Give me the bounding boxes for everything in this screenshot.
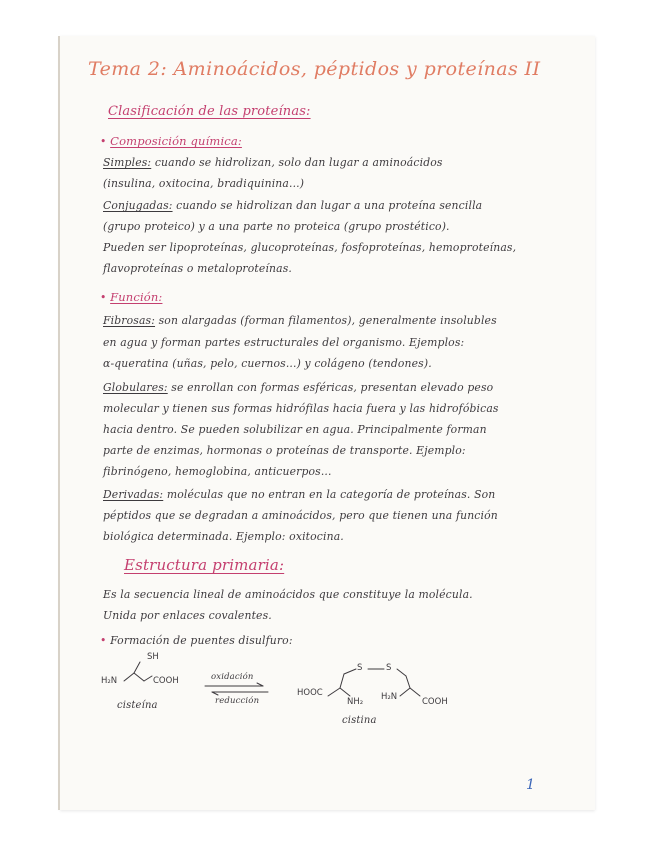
conjugadas-term: Conjugadas: (103, 199, 173, 212)
derivadas-line-3: biológica determinada. Ejemplo: oxitocina. (103, 530, 344, 543)
h2n-label: H₂N (381, 692, 398, 702)
cystine-bond (340, 688, 350, 696)
cystine-bond (410, 688, 420, 696)
funcion-label: Función: (110, 290, 163, 304)
classification-heading: Clasificación de las proteínas: (108, 104, 311, 119)
fibrosas-term: Fibrosas: (103, 314, 156, 327)
derivadas-line-1: Derivadas: moléculas que no entran en la categoría de proteínas. Son (103, 488, 496, 501)
cystine-bond (400, 688, 410, 696)
bullet: • (100, 135, 107, 148)
simples-line-2: (insulina, oxitocina, bradiquinina...) (103, 177, 305, 190)
cystine-bond (340, 674, 344, 688)
estructura-line-2: Unida por enlaces covalentes. (103, 609, 272, 622)
sh-label: SH (147, 652, 159, 662)
conjugadas-line-2: (grupo proteico) y a una parte no proteica (grupo prostético). (103, 220, 450, 233)
cistina-label: cistina (342, 715, 377, 726)
cisteina-label: cisteína (117, 700, 158, 711)
conjugadas-line-4: flavoproteínas o metaloproteínas. (103, 262, 292, 275)
cooh-label: COOH (422, 697, 448, 707)
derivadas-term: Derivadas: (103, 488, 164, 501)
cystine-bond (344, 669, 356, 674)
globulares-line-2: molecular y tienen sus formas hidrófilas hacia fuera y las hidrofóbicas (103, 402, 499, 415)
page-title: Tema 2: Aminoácidos, péptidos y proteínas II (88, 58, 541, 80)
fibrosas-line-2: en agua y forman partes estructurales del organismo. Ejemplos: (103, 336, 465, 349)
sulfur-label: S (386, 663, 392, 673)
globulares-line-1: Globulares: se enrollan con formas esféricas, presentan elevado peso (103, 381, 494, 394)
cysteine-bond (134, 662, 140, 673)
cysteine-bond (134, 673, 144, 681)
simples-line-1: Simples: cuando se hidrolizan, solo dan lugar a aminoácidos (103, 156, 443, 169)
reduccion-label: reducción (215, 696, 260, 706)
fibrosas-line-1: Fibrosas: son alargadas (forman filamentos), generalmente insolubles (103, 314, 497, 327)
bullet: • (100, 291, 107, 304)
cysteine-bond (124, 673, 134, 681)
globulares-line-3: hacia dentro. Se pueden solubilizar en agua. Principalmente forman (103, 423, 487, 436)
conjugadas-line-3: Pueden ser lipoproteínas, glucoproteínas, fosfoproteínas, hemoproteínas, (103, 241, 517, 254)
fibrosas-line-3: α-queratina (uñas, pelo, cuernos...) y colágeno (tendones). (103, 357, 432, 370)
nh2-label: NH₂ (347, 697, 364, 707)
hooc-label: HOOC (297, 688, 323, 698)
derivadas-line-2: péptidos que se degradan a aminoácidos, pero que tienen una función (103, 509, 498, 522)
cystine-bond (397, 669, 406, 676)
puentes-line: • Formación de puentes disulfuro: (100, 634, 293, 647)
conjugadas-line-1: Conjugadas: cuando se hidrolizan dan lugar a una proteína sencilla (103, 199, 483, 212)
cystine-bond (406, 676, 410, 688)
cystine-bond (328, 688, 340, 696)
bullet: • (100, 634, 107, 647)
oxidacion-label: oxidación (211, 672, 254, 682)
sulfur-label: S (357, 663, 363, 673)
h2n-label: H₂N (101, 676, 118, 686)
cooh-label: COOH (153, 676, 179, 686)
cysteine-bond (144, 676, 152, 681)
globulares-term: Globulares: (103, 381, 168, 394)
page-number: 1 (526, 777, 536, 793)
globulares-line-4: parte de enzimas, hormonas o proteínas de transporte. Ejemplo: (103, 444, 466, 457)
simples-term: Simples: (103, 156, 152, 169)
estructura-line-1: Es la secuencia lineal de aminoácidos que constituye la molécula. (103, 588, 473, 601)
composicion-label: Composición química: (110, 134, 242, 148)
globulares-line-5: fibrinógeno, hemoglobina, anticuerpos... (103, 465, 332, 478)
estructura-primaria-heading: Estructura primaria: (124, 556, 285, 574)
